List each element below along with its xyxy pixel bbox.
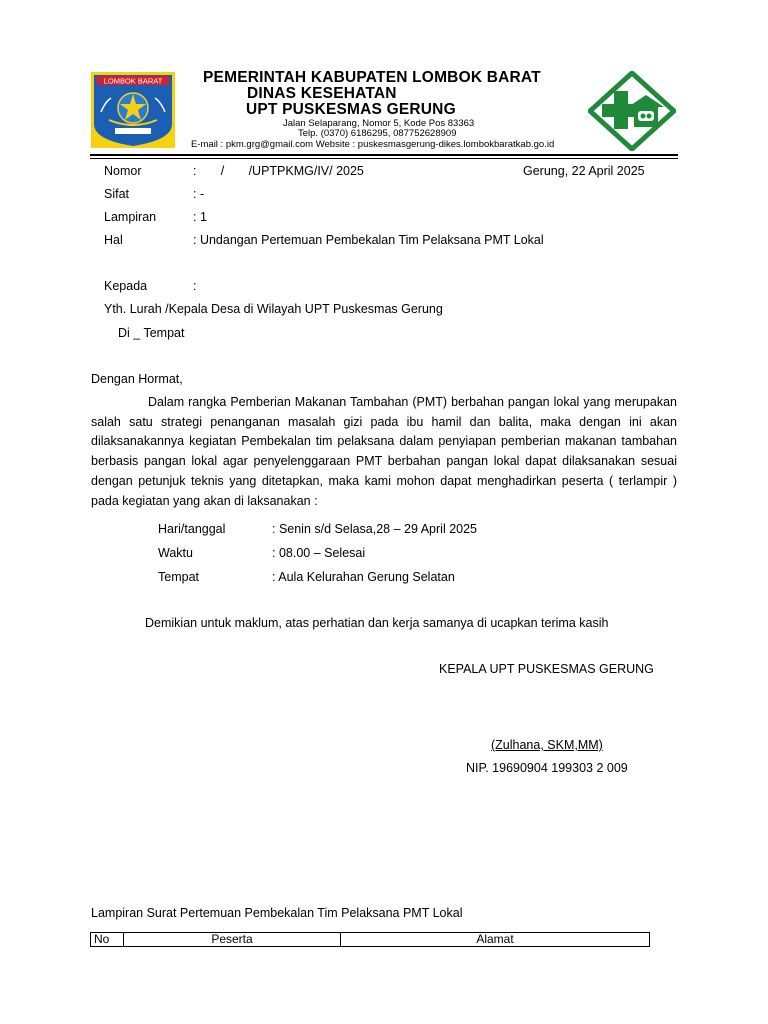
- schedule-label-place: Tempat: [158, 570, 199, 584]
- nomor-value: : / /UPTPKMG/IV/ 2025: [193, 164, 364, 178]
- body-paragraph-container: [91, 393, 677, 511]
- sifat-label: Sifat: [104, 187, 130, 201]
- hal-value: : Undangan Pertemuan Pembekalan Tim Pelaksana PMT Lokal: [193, 233, 544, 247]
- attachment-title: Lampiran Surat Pertemuan Pembekalan Tim Pelaksana PMT Lokal: [91, 906, 463, 920]
- attachment-table: [90, 932, 650, 947]
- header-contact: E-mail : pkm.grg@gmail.com Website : puskesmasgerung-dikes.lombokbaratkab.go.id: [191, 139, 555, 150]
- header-line-3: UPT PUSKESMAS GERUNG: [246, 101, 456, 118]
- header-line-2: DINAS KESEHATAN: [247, 85, 397, 102]
- schedule-label-time: Waktu: [158, 546, 193, 560]
- schedule-label-date: Hari/tanggal: [158, 522, 226, 536]
- attachment-table-header-row: [91, 933, 650, 947]
- lampiran-value: : 1: [193, 210, 207, 224]
- signature-title: KEPALA UPT PUSKESMAS GERUNG: [439, 662, 654, 676]
- recipient-yth: Yth. Lurah /Kepala Desa di Wilayah UPT Puskesmas Gerung: [104, 302, 443, 316]
- letterhead-rule-thin: [90, 158, 678, 159]
- letterhead-rule-thick: [90, 154, 678, 156]
- lombok-barat-logo: [91, 72, 175, 148]
- schedule-value-place: : Aula Kelurahan Gerung Selatan: [272, 570, 455, 584]
- nomor-label: Nomor: [104, 164, 142, 178]
- schedule-value-time: : 08.00 – Selesai: [272, 546, 366, 560]
- header-line-1: PEMERINTAH KABUPATEN LOMBOK BARAT: [203, 69, 541, 86]
- header-address: Jalan Selaparang, Nomor 5, Kode Pos 83363: [283, 118, 475, 129]
- column-peserta: Peserta: [124, 933, 341, 947]
- recipient-di-tempat: Di _ Tempat: [118, 326, 185, 340]
- header-phone: Telp. (0370) 6186295, 087752628909: [298, 128, 457, 139]
- kepada-label: Kepada: [104, 279, 148, 293]
- signature-nip: NIP. 19690904 199303 2 009: [466, 761, 628, 775]
- sifat-value: : -: [193, 187, 205, 201]
- signature-name: (Zulhana, SKM,MM): [491, 738, 603, 752]
- column-alamat: Alamat: [341, 933, 650, 947]
- column-no: No: [91, 933, 124, 947]
- lampiran-label: Lampiran: [104, 210, 157, 224]
- kepada-colon: :: [193, 279, 197, 293]
- body-paragraph: Dalam rangka Pemberian Makanan Tambahan (PMT) berbahan pangan lokal yang merupakan salah satu strategi penanganan masalah gizi pada ibu hamil dan balita, maka dengan ini akan dilaksanakannya kegiatan Pembekalan tim pelaksana dalam penyiapan pemberian makanan tambahan berbasis pangan lokal agar penyelenggaraan PMT berbahan pangan lokal dapat dilaksanakan sesuai dengan petunjuk teknis yang ditetapkan, maka kami mohon dapat menghadirkan peserta ( terlampir ) pada kegiatan yang akan di laksanakan :: [91, 395, 677, 508]
- letter-date: Gerung, 22 April 2025: [523, 164, 645, 178]
- logo-left-text: LOMBOK BARAT: [103, 76, 163, 86]
- closing-text: Demikian untuk maklum, atas perhatian dan kerja samanya di ucapkan terima kasih: [145, 616, 609, 630]
- hal-label: Hal: [104, 233, 123, 247]
- puskesmas-logo: [588, 71, 676, 151]
- schedule-value-date: : Senin s/d Selasa,28 – 29 April 2025: [272, 522, 478, 536]
- greeting: Dengan Hormat,: [91, 372, 183, 386]
